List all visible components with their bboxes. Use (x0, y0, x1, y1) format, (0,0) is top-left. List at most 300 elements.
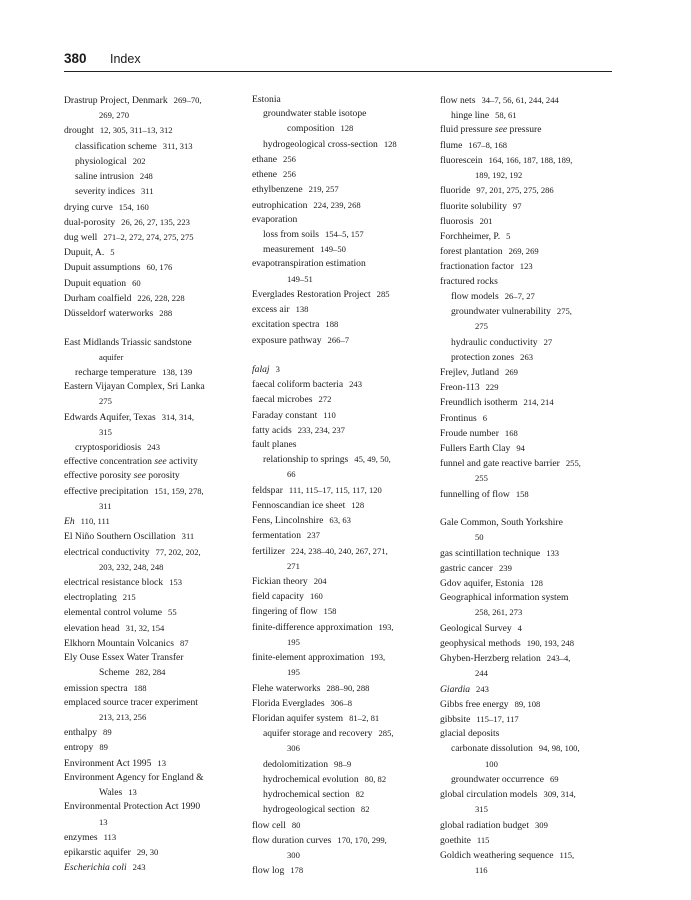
index-subentry (252, 137, 430, 152)
page-references: 164, 166, 187, 188, 189, (488, 154, 573, 165)
page-references: 214, 214 (523, 397, 554, 408)
index-subentry (252, 452, 430, 467)
index-term: hydrochemical section (263, 789, 350, 801)
index-term: electrical conductivity (64, 546, 150, 558)
index-entry (252, 93, 430, 107)
index-term: eutrophication (252, 199, 308, 211)
index-term: Forchheimer, P. (440, 230, 501, 242)
index-subentry (252, 772, 430, 787)
index-term: fault planes (252, 439, 297, 451)
index-entry (252, 833, 430, 848)
index-entry (440, 591, 615, 605)
index-entry (252, 696, 430, 711)
running-header (64, 51, 612, 72)
page-references: 13 (128, 787, 137, 798)
page-references: 4 (517, 622, 522, 633)
page-references: 168 (504, 427, 518, 438)
page-references: 110 (323, 409, 336, 420)
page-references: 272 (318, 394, 332, 405)
index-term: Ghyben-Herzberg relation (440, 653, 541, 665)
page-references: 306 (287, 743, 300, 754)
index-entry (440, 244, 615, 259)
index-term: hydraulic conductivity (451, 336, 538, 348)
index-term: Environmental Protection Act 1990 (64, 801, 201, 813)
index-entry (252, 257, 430, 271)
index-term: effective concentration see activity (64, 456, 198, 468)
index-term: fatty acids (252, 424, 292, 436)
index-term: Frontinus (440, 412, 477, 424)
page-references: 309, 314, (543, 789, 576, 800)
page-references: 115, (559, 849, 575, 860)
index-entry-continuation (64, 108, 244, 123)
index-entry (252, 198, 430, 213)
index-term: drying curve (64, 201, 113, 213)
index-subentry (440, 335, 615, 350)
index-entry (64, 575, 244, 590)
index-entry (64, 545, 244, 560)
index-entry-continuation (252, 272, 430, 287)
index-term: aquifer (99, 351, 124, 362)
index-entry (252, 438, 430, 452)
index-term: Drastrup Project, Denmark (64, 95, 168, 106)
page-references: 300 (287, 849, 300, 860)
index-term: Wales (99, 787, 123, 799)
index-subentry (252, 227, 430, 242)
page-references: 13 (157, 757, 166, 768)
index-entry (64, 636, 244, 651)
index-entry-continuation (64, 785, 244, 800)
page-references: 3 (275, 363, 280, 374)
page-references: 154, 160 (118, 201, 149, 212)
page-references: 244 (475, 668, 488, 679)
page-references: 311 (140, 186, 154, 197)
index-subentry (64, 139, 244, 154)
index-term: dual-porosity (64, 216, 116, 228)
index-entry (252, 483, 430, 498)
index-entry (64, 93, 244, 108)
index-entry (252, 544, 430, 559)
index-entry (252, 681, 430, 696)
page-references: 50 (475, 532, 484, 543)
page-references: 89 (99, 742, 108, 753)
page-references: 128 (340, 123, 354, 134)
index-entry (64, 306, 244, 321)
index-term: Giardia (440, 683, 471, 695)
section-gap (252, 348, 430, 362)
index-entry (252, 392, 430, 407)
page-references: 269, 269 (508, 246, 539, 257)
index-entry (440, 787, 615, 802)
index-term: Frejlev, Jutland (440, 366, 500, 378)
index-entry (252, 863, 430, 878)
page-references: 193, (378, 621, 394, 632)
index-entry-continuation (440, 605, 615, 620)
index-entry-continuation (252, 741, 430, 756)
page-references: 243 (349, 379, 362, 390)
page-references: 271 (287, 560, 300, 571)
index-entry (64, 215, 244, 230)
index-entry (252, 182, 430, 197)
index-term: epikarstic aquifer (64, 846, 131, 858)
page-references: 195 (287, 667, 300, 678)
index-term: hinge line (451, 110, 490, 122)
index-term: emission spectra (64, 682, 128, 694)
index-entry (64, 529, 244, 544)
page-references: 239 (499, 562, 512, 573)
page-references: 309 (535, 819, 548, 830)
index-entry-continuation (252, 121, 430, 136)
page-references: 115–17, 117 (476, 713, 519, 724)
index-entry (252, 213, 430, 227)
index-term: Geographical information system (440, 592, 569, 604)
page-references: 5 (110, 247, 115, 258)
index-term: groundwater vulnerability (451, 306, 551, 318)
index-term: fluorosis (440, 215, 474, 227)
index-term: ethylbenzene (252, 184, 303, 196)
page-references: 80 (291, 819, 301, 830)
index-entry (440, 183, 615, 198)
index-term: faecal coliform bacteria (252, 379, 344, 391)
page-references: 151, 159, 278, (154, 485, 204, 496)
index-term: flow log (252, 865, 285, 877)
index-entry (64, 696, 244, 710)
index-term: flume (440, 139, 463, 151)
index-term: finite-difference approximation (252, 621, 373, 633)
page-references: 110, 111 (80, 516, 110, 527)
page-references: 111, 115–17, 115, 117, 120 (288, 484, 382, 495)
index-term: fractured rocks (440, 275, 498, 287)
index-entry (252, 513, 430, 528)
index-term: aquifer storage and recovery (263, 728, 373, 740)
index-entry (252, 818, 430, 833)
index-subentry (252, 787, 430, 802)
index-term: excess air (252, 304, 290, 316)
page-references: 116 (475, 865, 488, 876)
page-references: 89 (103, 727, 112, 738)
index-entry (440, 682, 615, 697)
index-term: Gibbs free energy (440, 698, 509, 710)
page-references: 31, 32, 154 (125, 622, 165, 633)
page-references: 82 (360, 804, 370, 815)
index-entry-continuation (64, 710, 244, 725)
index-term: Eastern Vijayan Complex, Sri Lanka (64, 381, 205, 393)
index-entry (64, 455, 244, 469)
page-references: 128 (530, 578, 543, 588)
index-term: Florida Everglades (252, 697, 325, 709)
index-entry (64, 484, 244, 499)
index-entry (252, 498, 430, 513)
index-term: ethane (252, 153, 278, 165)
index-entry (440, 153, 615, 168)
index-entry (440, 365, 615, 380)
page-references: 306–8 (330, 697, 353, 708)
page-references: 258, 261, 273 (475, 607, 523, 618)
page-references: 154–5, 157 (324, 228, 364, 239)
page-number: 380 (64, 51, 87, 66)
page-references: 275, (556, 306, 572, 317)
page-references: 89, 108 (514, 698, 541, 709)
index-term: glacial deposits (440, 728, 500, 740)
page-references: 271–2, 272, 274, 275, 275 (103, 231, 194, 242)
page-references: 229 (485, 382, 499, 393)
page-references: 26–7, 27 (504, 290, 535, 301)
page-references: 97, 201, 275, 275, 286 (476, 185, 554, 196)
page-references: 315 (99, 426, 112, 437)
page-references: 34–7, 56, 61, 244, 244 (481, 95, 559, 105)
index-term: dug well (64, 231, 98, 243)
page-references: 77, 202, 202, (155, 546, 201, 557)
page-references: 158 (323, 606, 337, 617)
index-entry (440, 275, 615, 289)
index-term: groundwater stable isotope (263, 108, 367, 120)
index-term: Faraday constant (252, 409, 318, 421)
page-references: 69 (549, 773, 559, 784)
index-entry (440, 199, 615, 214)
index-subentry (252, 242, 430, 257)
page-references: 269 (505, 366, 518, 377)
index-entry (440, 621, 615, 636)
index-term: entropy (64, 742, 94, 754)
index-term: composition (287, 123, 335, 135)
page-references: 190, 193, 248 (526, 637, 574, 648)
index-entry (252, 317, 430, 332)
page-references: 243 (147, 442, 160, 453)
index-term: hydrochemical evolution (263, 773, 359, 785)
index-term: Estonia (252, 94, 281, 105)
index-entry (64, 860, 244, 875)
index-entry-continuation (64, 394, 244, 409)
page-references: 94, 98, 100, (538, 743, 580, 754)
index-entry (252, 302, 430, 317)
index-entry-continuation (64, 425, 244, 440)
page-references: 138, 139 (162, 366, 193, 377)
index-entry (64, 336, 244, 350)
page-references: 195 (287, 636, 300, 647)
index-entry (252, 574, 430, 589)
page-references: 98–9 (334, 758, 352, 769)
index-entry (252, 589, 430, 604)
index-entry-continuation (252, 635, 430, 650)
index-entry-continuation (64, 350, 244, 365)
index-subentry (252, 802, 430, 817)
index-entry (440, 395, 615, 410)
index-subentry (64, 184, 244, 199)
page-references: 282, 284 (135, 667, 166, 678)
page-references: 63, 63 (329, 515, 351, 526)
index-term: global radiation budget (440, 819, 529, 831)
page-references: 224, 238–40, 240, 267, 271, (291, 545, 388, 556)
page-references: 128 (383, 138, 397, 149)
index-term: Elkhorn Mountain Volcanics (64, 637, 174, 649)
page-references: 193, (370, 652, 386, 663)
index-entry-continuation (64, 665, 244, 680)
index-term: Geological Survey (440, 622, 512, 634)
index-entry (64, 123, 244, 138)
index-entry (64, 605, 244, 620)
index-term: Fullers Earth Clay (440, 443, 511, 455)
page-references: 188 (325, 319, 339, 330)
page-references: 133 (546, 547, 560, 558)
index-entry-continuation (440, 319, 615, 334)
page-references: 203, 232, 248, 248 (99, 561, 164, 572)
index-term: electrical resistance block (64, 577, 164, 588)
index-entry (64, 830, 244, 845)
index-term: severity indices (75, 186, 135, 198)
index-entry (64, 260, 244, 275)
index-term: Fennoscandian ice sheet (252, 499, 346, 511)
index-term: funnel and gate reactive barrier (440, 458, 560, 470)
index-term: Ely Ouse Essex Water Transfer (64, 652, 184, 664)
index-term: enzymes (64, 831, 98, 843)
page-references: 263 (520, 351, 534, 362)
index-entry (64, 681, 244, 696)
index-entry (252, 604, 430, 619)
index-term: elemental control volume (64, 607, 163, 619)
page-references: 55 (168, 607, 177, 618)
page-references: 170, 170, 299, (337, 834, 387, 845)
index-term: flow cell (252, 819, 286, 831)
page-references: 138 (295, 304, 309, 315)
index-entry (440, 259, 615, 274)
index-term: protection zones (451, 351, 515, 363)
page-references: 167–8, 168 (468, 139, 508, 150)
index-subentry (440, 108, 615, 123)
index-subentry (440, 350, 615, 365)
index-entry (440, 487, 615, 502)
index-term: groundwater occurrence (451, 773, 544, 785)
index-column-3 (440, 93, 615, 878)
index-entry (252, 528, 430, 543)
section-gap (440, 502, 615, 516)
page-references: 275 (99, 396, 112, 407)
index-subentry (64, 440, 244, 455)
page-references: 12, 305, 311–13, 312 (99, 125, 173, 136)
index-entry (252, 711, 430, 726)
page-references: 128 (351, 499, 365, 510)
page-references: 311, 313 (162, 140, 193, 151)
index-entry-continuation (440, 168, 615, 183)
index-term: field capacity (252, 591, 304, 603)
page-references: 113 (103, 831, 117, 842)
index-entry (440, 93, 615, 108)
index-entry-continuation (440, 863, 615, 878)
index-term: East Midlands Triassic sandstone (64, 336, 192, 348)
index-term: effective precipitation (64, 485, 149, 497)
index-entry (64, 291, 244, 306)
page-references: 81–2, 81 (349, 712, 380, 723)
index-term: Scheme (99, 667, 130, 679)
page-references: 158 (515, 488, 529, 499)
index-entry-continuation (440, 530, 615, 545)
index-term: loss from soils (263, 228, 319, 240)
index-entry (64, 756, 244, 771)
page-references: 215 (122, 592, 136, 603)
index-entry (64, 651, 244, 665)
index-subentry (252, 757, 430, 772)
index-term: Environment Act 1995 (64, 757, 152, 769)
index-entry (440, 516, 615, 530)
index-entry-continuation (440, 802, 615, 817)
index-term: faecal microbes (252, 394, 313, 406)
index-entry (440, 123, 615, 137)
index-term: exposure pathway (252, 334, 322, 346)
index-term: fertilizer (252, 545, 286, 557)
index-entry (64, 740, 244, 755)
index-term: fluorite solubility (440, 200, 507, 212)
index-term: flow duration curves (252, 834, 332, 846)
page-references: 224, 239, 268 (313, 199, 361, 210)
page-references: 237 (307, 530, 320, 541)
index-term: elevation head (64, 622, 120, 634)
index-term: Froude number (440, 427, 499, 439)
index-term: Dupuit, A. (64, 247, 105, 259)
page-references: 115 (476, 834, 490, 845)
page-references: 100 (485, 758, 498, 769)
index-term: finite-element approximation (252, 652, 365, 664)
page-references: 189, 192, 192 (475, 170, 523, 181)
page-references: 87 (179, 637, 189, 648)
page-references: 248 (139, 171, 153, 182)
page-references: 13 (99, 816, 108, 827)
index-entry-continuation (440, 666, 615, 681)
index-term: gibbsite (440, 713, 471, 725)
page-references: 269–70, (173, 95, 202, 105)
page-references: 243–4, (546, 653, 571, 664)
page-references: 269, 270 (99, 110, 130, 121)
index-entry (440, 833, 615, 848)
index-entry (252, 333, 430, 348)
page-references: 201 (479, 215, 493, 226)
page-references: 255, (565, 458, 581, 469)
index-term: hydrogeological cross-section (263, 138, 378, 150)
index-term: Goldich weathering sequence (440, 849, 554, 861)
index-entry-continuation (252, 559, 430, 574)
index-term: fingering of flow (252, 606, 318, 618)
index-subentry (440, 741, 615, 756)
page-references: 219, 257 (308, 184, 339, 195)
index-subentry (440, 772, 615, 787)
index-entry-continuation (440, 471, 615, 486)
index-entry (440, 561, 615, 576)
index-term: El Niño Southern Oscillation (64, 531, 176, 543)
page-references: 204 (313, 576, 327, 586)
page-references: 243 (132, 862, 146, 873)
index-entry (440, 229, 615, 244)
index-term: measurement (263, 244, 315, 256)
index-entry (440, 712, 615, 727)
index-term: recharge temperature (75, 366, 157, 378)
index-entry (440, 138, 615, 153)
index-entry (64, 230, 244, 245)
page-references: 178 (290, 865, 304, 876)
page-references: 226, 228, 228 (137, 292, 185, 303)
index-term: cryptosporidiosis (75, 442, 142, 454)
index-entry (252, 620, 430, 635)
index-entry (440, 818, 615, 833)
index-entry (64, 725, 244, 740)
page-references: 6 (482, 412, 488, 423)
index-subentry (440, 304, 615, 319)
index-term: feldspar (252, 484, 283, 496)
index-column-1 (64, 93, 244, 875)
index-entry (64, 621, 244, 636)
index-term: Flehe waterworks (252, 682, 321, 694)
index-term: dedolomitization (263, 758, 329, 770)
index-entry (252, 167, 430, 182)
index-entry (440, 546, 615, 561)
index-term: excitation spectra (252, 319, 320, 331)
page-references: 29, 30 (136, 846, 159, 857)
